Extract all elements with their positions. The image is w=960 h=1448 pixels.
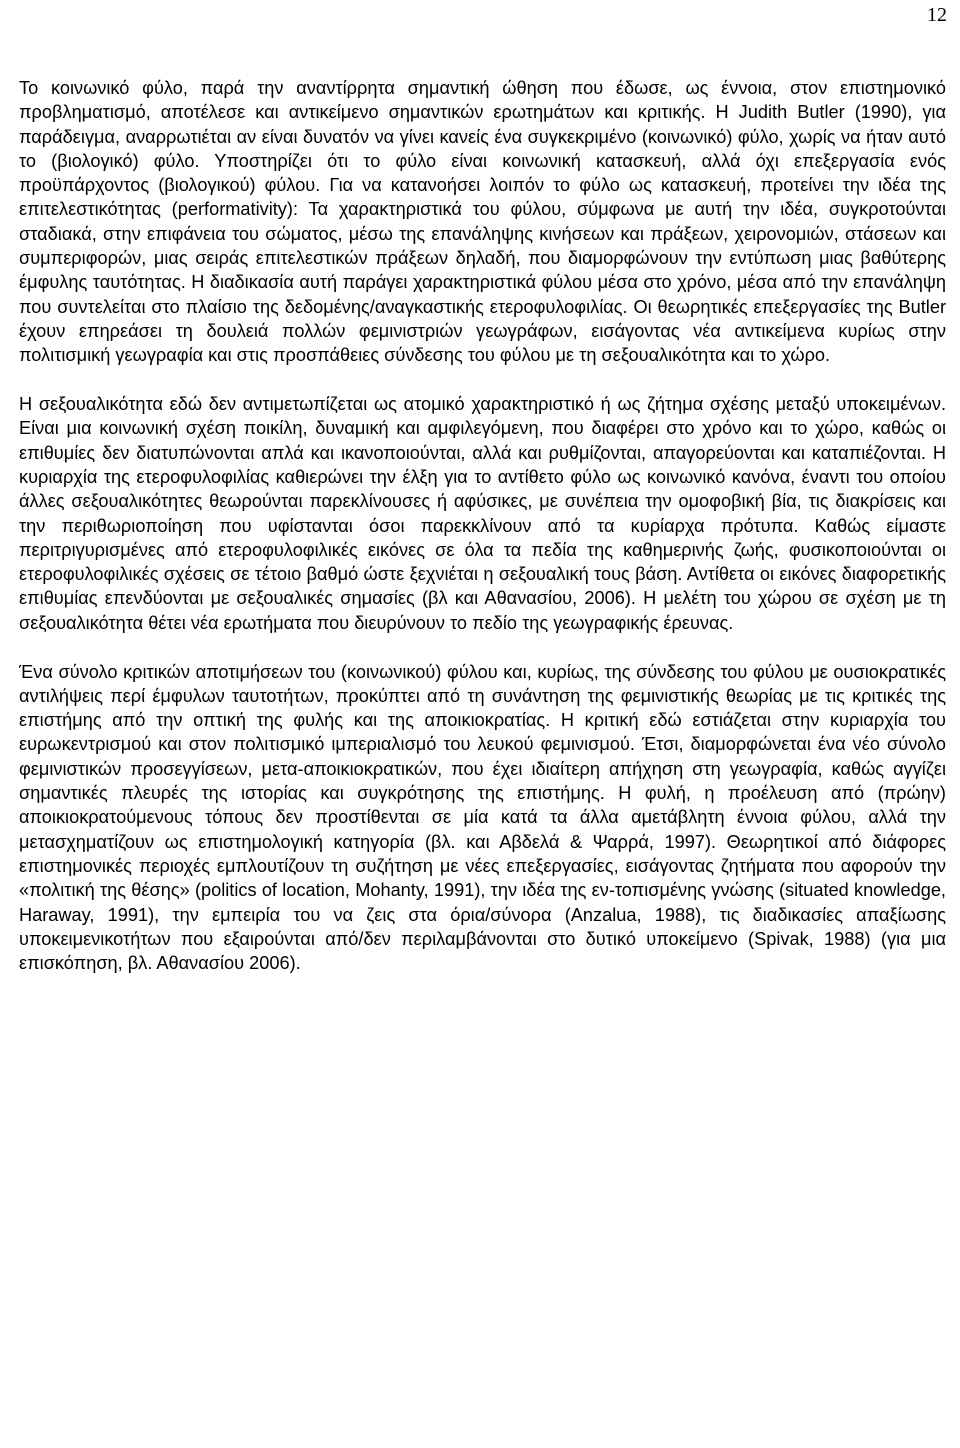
paragraph-postcolonial: Ένα σύνολο κριτικών αποτιμήσεων του (κοινωνικού) φύλου και, κυρίως, της σύνδεσης του φύλου με ουσιοκρατικές αντιλήψεις περί έμφυλων ταυτοτήτων, προκύπτει από τη συνάντηση της φεμινιστικής θεωρίας με τις κριτικές της επιστήμης από την οπτική της φυλής και της αποικιοκρατίας. Η κριτική εδώ εστιάζεται στην κυριαρχία του ευρωκεντρισμού και στον πολιτισμικό ιμπεριαλισμό του λευκού φεμινισμού. Έτσι, διαμορφώνεται ένα νέο σύνολο φεμινιστικών προσεγγίσεων, μετα-αποικιοκρατικών, που έχει ιδιαίτερη απήχηση στη γεωγραφία, καθώς αγγίζει σημαντικές πλευρές της ιστορίας και συγκρότησης της επιστήμης. Η φυλή, η προέλευση από (πρώην) αποικιοκρατούμενους τόπους δεν προστίθενται σε μία κατά τα άλλα αμετάβλητη έννοια φύλου, αλλά την μετασχηματίζουν ως επιστημολογική κατηγορία (βλ. και Αβδελά & Ψαρρά, 1997). Θεωρητικοί από διάφορες επιστημονικές περιοχές εμπλουτίζουν τη συζήτηση με νέες επεξεργασίες, εισάγοντας ζητήματα που αφορούν την «πολιτική της θέσης» (politics of location, Mohanty, 1991), την ιδέα της εν-τοπισμένης γνώσης (situated knowledge, Haraway, 1991), την εμπειρία του να ζεις στα όρια/σύνορα (Anzalua, 1988), τις διαδικασίες απαξίωσης υποκειμενικοτήτων που εξαιρούνται από/δεν περιλαμβάνονται στο δυτικό υποκείμενο (Spivak, 1988) (για μια επισκόπηση, βλ. Αθανασίου 2006).	[19, 661, 946, 974]
paragraph-gender-critique: Το κοινωνικό φύλο, παρά την αναντίρρητα σημαντική ώθηση που έδωσε, ως έννοια, στον επιστημονικό προβληματισμό, αποτέλεσε και αντικείμενο σημαντικών ερωτημάτων και κριτικής. Η Judith Butler (1990), για παράδειγμα, αναρρωτιέται αν είναι δυνατόν να γίνει κανείς ένα συγκεκριμένο (κοινωνικό) φύλο, χωρίς να ήταν αυτό το (βιολογικό) φύλο. Υποστηρίζει ότι το φύλο είναι κοινωνική κατασκευή, αλλά όχι επεξεργασία ενός προϋπάρχοντος (βιολογικού) φύλου. Για να κατανοήσει λοιπόν το φύλο ως κατασκευή, προτείνει την ιδέα της επιτελεστικότητας (performativity): Τα χαρακτηριστικά του φύλου, σύμφωνα με αυτή την ιδέα, συγκροτούνται σταδιακά, στην επιφάνεια του σώματος, μέσω της επανάληψης κινήσεων και πράξεων, χειρονομιών, στάσεων και συμπεριφορών, μιας σειράς επιτελεστικών πράξεων δηλαδή, που διαμορφώνουν την εντύπωση μιας βαθύτερης έμφυλης ταυτότητας. Η διαδικασία αυτή παράγει χαρακτηριστικά φύλου μέσα στο χρόνο, μέσα από την επανάληψη που συντελείται στο πλαίσιο της δεδομένης/αναγκαστικής ετεροφυλοφιλίας. Οι θεωρητικές επεξεργασίες της Butler έχουν επηρεάσει τη δουλειά πολλών φεμινιστριών γεωγράφων, εισάγοντας νέα αντικείμενα κυρίως στην πολιτισμική γεωγραφία και στις προσπάθειες σύνδεσης του φύλου με τη σεξουαλικότητα και το χώρο.	[19, 78, 946, 366]
page-number: 12	[927, 4, 947, 26]
paragraph-sexuality: Η σεξουαλικότητα εδώ δεν αντιμετωπίζεται ως ατομικό χαρακτηριστικό ή ως ζήτημα σχέσης μεταξύ υποκειμένων. Είναι μια κοινωνική σχέση ποικίλη, δυναμική και αμφιλεγόμενη, που διαφέρει στο χρόνο και το χώρο, καθώς οι επιθυμίες δεν διατυπώνονται απλά και ικανοποιούνται, αλλά και ρυθμίζονται, απαγορεύονται και καταπιέζονται. Η κυριαρχία της ετεροφυλοφιλίας καθιερώνει την έλξη για το αντίθετο φύλο ως κοινωνικό κανόνα, έναντι του οποίου άλλες σεξουαλικότητες θεωρούνται παρεκλίνουσες ή αφύσικες, με συνέπεια την ομοφοβική βία, τις διακρίσεις και την περιθωριοποίηση που υφίστανται όσοι παρεκκλίνουν από τα κυρίαρχα πρότυπα. Καθώς είμαστε περιτριγυρισμένες από ετεροφυλοφιλικές εικόνες σε όλα τα πεδία της καθημερινής ζωής, φυσικοποιούνται οι ετεροφυλοφιλικές σχέσεις σε τέτοιο βαθμό ώστε ξεχνιέται η σεξουαλική τους βάση. Αντίθετα οι εικόνες διαφορετικής επιθυμίας επενδύονται με σεξουαλικές σημασίες (βλ και Αθανασίου, 2006). Η μελέτη του χώρου σε σχέση με τη σεξουαλικότητα θέτει νέα ερωτήματα που διευρύνουν το πεδίο της γεωγραφικής έρευνας.	[19, 394, 946, 633]
document-body	[19, 76, 946, 975]
